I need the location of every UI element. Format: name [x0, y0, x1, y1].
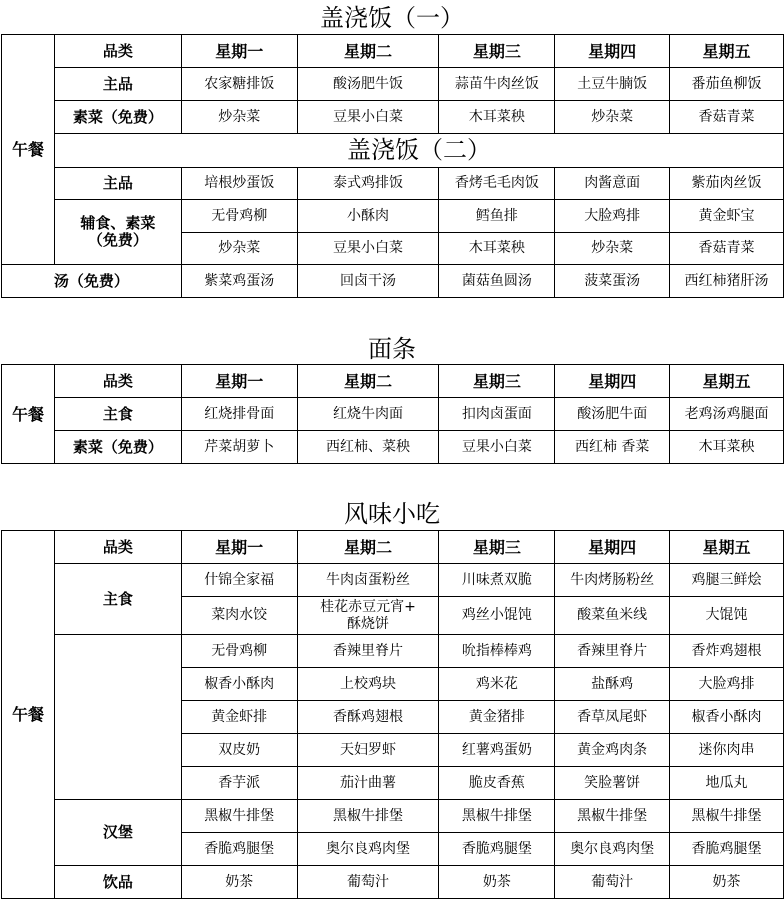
menu-cell: 奶茶 [439, 866, 555, 899]
menu-cell: 笑脸薯饼 [555, 767, 670, 800]
menu-cell: 黑椒牛排堡 [670, 800, 784, 833]
day-header: 星期一 [181, 365, 297, 398]
menu-cell: 茄汁曲薯 [297, 767, 439, 800]
menu-cell: 大馄饨 [670, 597, 784, 635]
day-header: 星期一 [181, 531, 297, 564]
side-label-line2: （免费） [87, 231, 148, 249]
menu-cell: 鳕鱼排 [439, 200, 555, 233]
staple-label: 主食 [54, 564, 181, 635]
day-header: 星期五 [670, 35, 784, 68]
menu-cell: 豆果小白菜 [297, 101, 439, 134]
gaifan-title-1: 盖浇饭（一） [320, 4, 464, 32]
menu-cell: 香脆鸡腿堡 [670, 833, 784, 866]
menu-cell: 炒杂菜 [181, 101, 297, 134]
gaifan-table [1, 34, 784, 298]
menu-cell: 老鸡汤鸡腿面 [670, 398, 784, 431]
menu-cell: 土豆牛腩饭 [555, 68, 670, 101]
menu-cell: 双皮奶 [181, 734, 297, 767]
menu-cell: 农家糖排饭 [181, 68, 297, 101]
day-header: 星期三 [439, 365, 555, 398]
menu-cell: 酸汤肥牛饭 [297, 68, 439, 101]
main-dish-label: 主品 [54, 168, 181, 200]
noodles-table [1, 364, 784, 464]
menu-cell: 奥尔良鸡肉堡 [297, 833, 439, 866]
menu-cell: 鸡腿三鲜烩 [670, 564, 784, 597]
menu-cell: 豆果小白菜 [297, 233, 439, 265]
menu-cell: 黄金鸡肉条 [555, 734, 670, 767]
menu-cell: 黑椒牛排堡 [181, 800, 297, 833]
menu-cell: 香脆鸡腿堡 [439, 833, 555, 866]
menu-cell: 黄金猪排 [439, 701, 555, 734]
menu-cell: 无骨鸡柳 [181, 635, 297, 668]
staple-label: 主食 [54, 398, 181, 431]
menu-cell: 紫菜鸡蛋汤 [181, 265, 297, 298]
side-veg-label [54, 200, 181, 265]
day-header: 星期二 [297, 365, 439, 398]
menu-cell: 上校鸡块 [297, 668, 439, 701]
day-header: 星期五 [670, 365, 784, 398]
day-header: 星期三 [439, 531, 555, 564]
menu-cell: 什锦全家福 [181, 564, 297, 597]
menu-cell: 酸菜鱼米线 [555, 597, 670, 635]
side-label-line1: 辅食、素菜 [80, 214, 156, 232]
noodles-title: 面条 [368, 335, 416, 363]
menu-cell: 天妇罗虾 [297, 734, 439, 767]
snacks-title: 风味小吃 [344, 500, 440, 528]
menu-cell: 牛肉卤蛋粉丝 [297, 564, 439, 597]
drink-label: 饮品 [54, 866, 181, 899]
menu-cell: 鸡米花 [439, 668, 555, 701]
menu-cell: 香脆鸡腿堡 [181, 833, 297, 866]
main-dish-label: 主品 [54, 68, 181, 101]
menu-cell: 盐酥鸡 [555, 668, 670, 701]
soup-label: 汤（免费） [2, 265, 182, 298]
veg-label: 素菜（免费） [54, 101, 181, 134]
day-header: 星期四 [555, 531, 670, 564]
veg-label: 素菜（免费） [54, 431, 181, 464]
menu-cell: 芹菜胡萝卜 [181, 431, 297, 464]
menu-cell: 木耳菜秧 [439, 233, 555, 265]
menu-cell: 西红柿猪肝汤 [670, 265, 784, 298]
menu-cell: 香菇青菜 [670, 233, 784, 265]
menu-cell: 香烤毛毛肉饭 [439, 168, 555, 200]
menu-cell: 菠菜蛋汤 [555, 265, 670, 298]
day-header: 星期二 [297, 531, 439, 564]
menu-cell: 木耳菜秧 [439, 101, 555, 134]
menu-cell: 香草凤尾虾 [555, 701, 670, 734]
menu-cell: 地瓜丸 [670, 767, 784, 800]
menu-cell: 回卤干汤 [297, 265, 439, 298]
menu-cell: 紫茄肉丝饭 [670, 168, 784, 200]
menu-cell: 香辣里脊片 [555, 635, 670, 668]
menu-cell: 大脸鸡排 [670, 668, 784, 701]
day-header: 星期三 [439, 35, 555, 68]
menu-cell: 迷你肉串 [670, 734, 784, 767]
menu-cell: 番茄鱼柳饭 [670, 68, 784, 101]
day-header: 星期五 [670, 531, 784, 564]
day-header: 星期二 [297, 35, 439, 68]
menu-cell-line1: 桂花赤豆元宵+ [320, 598, 416, 615]
burger-label: 汉堡 [54, 800, 181, 866]
menu-cell: 脆皮香蕉 [439, 767, 555, 800]
menu-cell: 奶茶 [670, 866, 784, 899]
menu-cell: 吮指棒棒鸡 [439, 635, 555, 668]
menu-cell: 奶茶 [181, 866, 297, 899]
menu-cell: 葡萄汁 [555, 866, 670, 899]
menu-cell: 椒香小酥肉 [181, 668, 297, 701]
menu-cell: 牛肉烤肠粉丝 [555, 564, 670, 597]
menu-cell: 川味煮双脆 [439, 564, 555, 597]
menu-cell: 红烧牛肉面 [297, 398, 439, 431]
menu-cell: 炒杂菜 [181, 233, 297, 265]
category-header: 品类 [54, 35, 181, 68]
menu-cell: 豆果小白菜 [439, 431, 555, 464]
menu-cell: 菜肉水饺 [181, 597, 297, 635]
category-header: 品类 [54, 531, 181, 564]
menu-cell: 奥尔良鸡肉堡 [555, 833, 670, 866]
menu-cell: 鸡丝小馄饨 [439, 597, 555, 635]
snack-category-blank [54, 635, 181, 800]
menu-cell [297, 597, 439, 635]
menu-cell: 葡萄汁 [297, 866, 439, 899]
menu-cell: 泰式鸡排饭 [297, 168, 439, 200]
menu-cell: 木耳菜秧 [670, 431, 784, 464]
lunch-label: 午餐 [2, 35, 55, 265]
menu-cell: 香辣里脊片 [297, 635, 439, 668]
lunch-label: 午餐 [2, 531, 55, 899]
menu-cell: 黄金虾宝 [670, 200, 784, 233]
menu-cell: 红烧排骨面 [181, 398, 297, 431]
menu-cell: 西红柿 香菜 [555, 431, 670, 464]
snacks-table [1, 530, 784, 899]
menu-cell: 香芋派 [181, 767, 297, 800]
menu-cell: 菌菇鱼圆汤 [439, 265, 555, 298]
menu-cell: 香炸鸡翅根 [670, 635, 784, 668]
day-header: 星期一 [181, 35, 297, 68]
menu-cell: 无骨鸡柳 [181, 200, 297, 233]
menu-cell: 椒香小酥肉 [670, 701, 784, 734]
lunch-label: 午餐 [2, 365, 55, 464]
menu-cell: 大脸鸡排 [555, 200, 670, 233]
menu-cell: 培根炒蛋饭 [181, 168, 297, 200]
menu-cell: 香菇青菜 [670, 101, 784, 134]
gaifan-title-2: 盖浇饭（二） [54, 134, 783, 168]
day-header: 星期四 [555, 35, 670, 68]
menu-cell: 肉酱意面 [555, 168, 670, 200]
menu-cell: 香酥鸡翅根 [297, 701, 439, 734]
menu-cell: 炒杂菜 [555, 233, 670, 265]
day-header: 星期四 [555, 365, 670, 398]
menu-cell: 红薯鸡蛋奶 [439, 734, 555, 767]
menu-cell: 黑椒牛排堡 [439, 800, 555, 833]
category-header: 品类 [54, 365, 181, 398]
menu-cell: 黄金虾排 [181, 701, 297, 734]
menu-cell: 黑椒牛排堡 [555, 800, 670, 833]
menu-cell: 黑椒牛排堡 [297, 800, 439, 833]
menu-cell: 炒杂菜 [555, 101, 670, 134]
menu-cell: 小酥肉 [297, 200, 439, 233]
menu-cell: 蒜苗牛肉丝饭 [439, 68, 555, 101]
menu-cell: 酸汤肥牛面 [555, 398, 670, 431]
menu-cell: 西红柿、菜秧 [297, 431, 439, 464]
menu-cell: 扣肉卤蛋面 [439, 398, 555, 431]
menu-cell-line2: 酥烧饼 [347, 615, 389, 632]
